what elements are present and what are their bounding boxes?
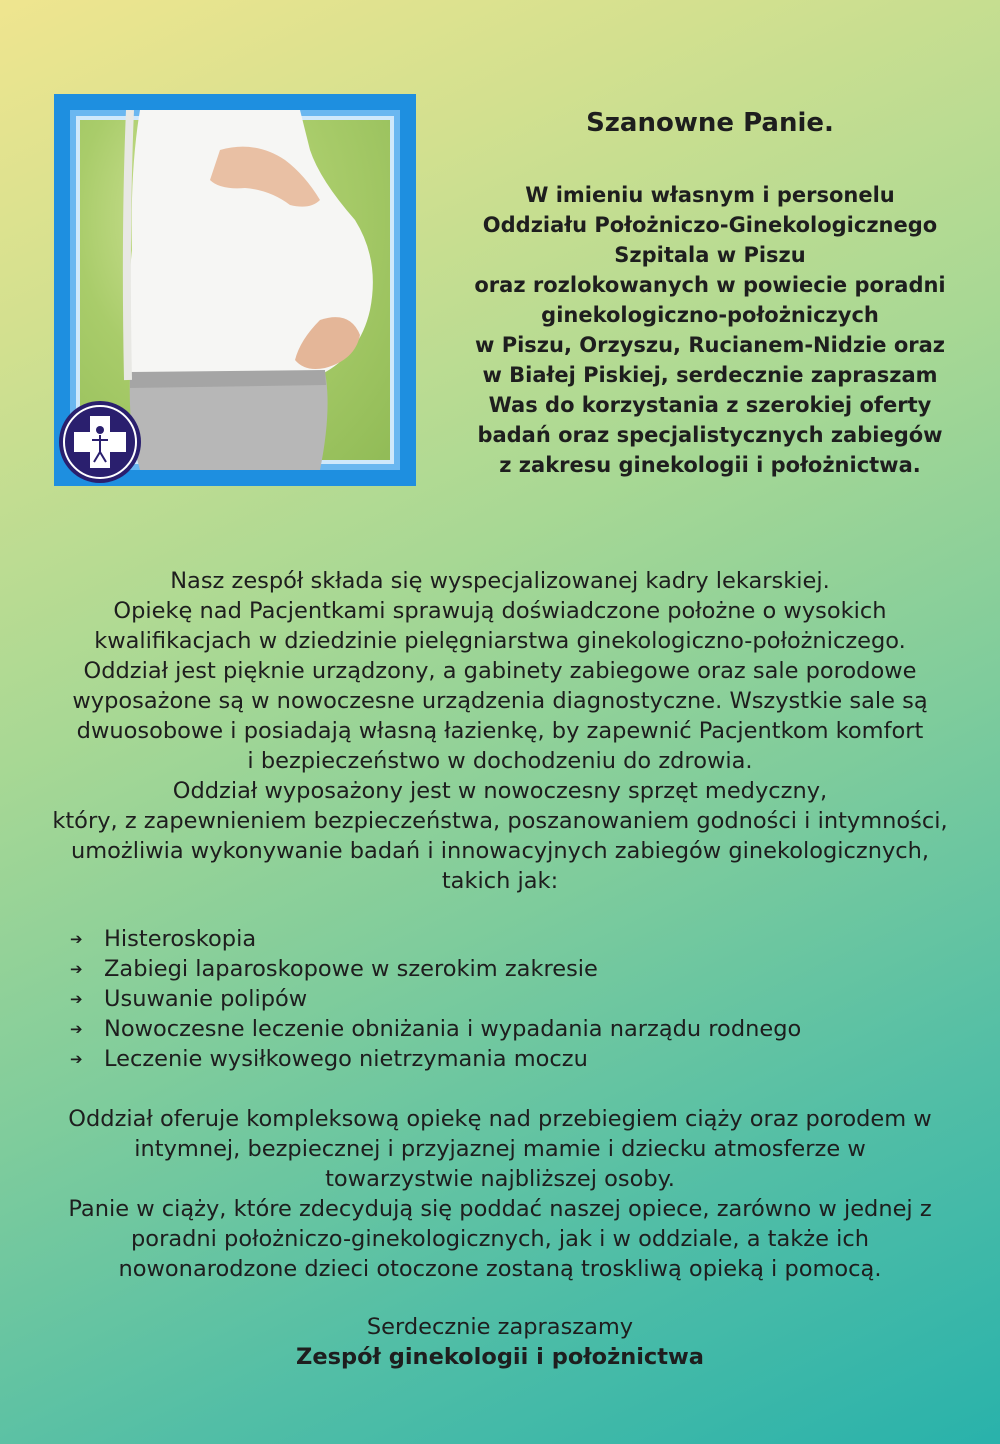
greeting-heading: Szanowne Panie. [586,108,834,138]
body-line: umożliwia wykonywanie badań i innowacyjnych zabiegów ginekologicznych, [70,838,930,864]
procedures-list [70,924,801,1074]
signature-team: Zespół ginekologii i położnictwa [296,1344,704,1370]
body-line: Oddział jest pięknie urządzony, a gabinety zabiegowe oraz sale porodowe [83,658,917,684]
list-item [70,1014,801,1044]
intro-line: z zakresu ginekologii i położnictwa. [499,453,921,477]
arrow-bullet-icon: ➔ [70,960,83,978]
intro-line: w Białej Piskiej, serdecznie zapraszam [482,363,938,387]
closing-line: towarzystwie najbliższej osoby. [325,1166,675,1192]
intro-line: badań oraz specjalistycznych zabiegów [477,423,943,447]
arrow-bullet-icon: ➔ [70,1050,83,1068]
description-paragraph [0,566,1000,896]
intro-paragraph [440,180,980,480]
procedure-label: Leczenie wysiłkowego nietrzymania moczu [104,1046,588,1072]
intro-line: ginekologiczno-położniczych [541,303,879,327]
closing-paragraph [0,1104,1000,1284]
closing-line: Panie w ciąży, które zdecydują się poddać naszej opiece, zarówno w jednej z [68,1196,932,1222]
procedure-label: Zabiegi laparoskopowe w szerokim zakresie [104,956,598,982]
procedure-label: Usuwanie polipów [104,986,308,1012]
body-line: i bezpieczeństwo w dochodzeniu do zdrowia. [247,748,753,774]
closing-line: Oddział oferuje kompleksową opiekę nad przebiegiem ciąży oraz porodem w [68,1106,932,1132]
closing-line: poradni położniczo-ginekologicznych, jak i w oddziale, a także ich [131,1226,869,1252]
list-item [70,1044,801,1074]
body-line: dwuosobowe i posiadają własną łazienkę, by zapewnić Pacjentkom komfort [76,718,924,744]
intro-line: Szpitala w Piszu [614,243,806,267]
hospital-logo-icon [58,400,142,484]
list-item [70,984,801,1014]
body-line: Opiekę nad Pacjentkami sprawują doświadczone położne o wysokich [113,598,887,624]
intro-block [440,108,980,480]
closing-line: nowonarodzone dzieci otoczone zostaną troskliwą opieką i pomocą. [118,1256,882,1282]
list-item [70,924,801,954]
signature-block [0,1312,1000,1372]
procedure-label: Nowoczesne leczenie obniżania i wypadania narządu rodnego [104,1016,802,1042]
body-line: takich jak: [441,868,559,894]
arrow-bullet-icon: ➔ [70,1020,83,1038]
intro-line: oraz rozlokowanych w powiecie poradni [474,273,946,297]
arrow-bullet-icon: ➔ [70,990,83,1008]
intro-line: W imieniu własnym i personelu [525,183,895,207]
intro-line: Was do korzystania z szerokiej oferty [488,393,932,417]
procedure-label: Histeroskopia [104,926,257,952]
arrow-bullet-icon: ➔ [70,930,83,948]
body-line: Nasz zespół składa się wyspecjalizowanej kadry lekarskiej. [170,568,830,594]
closing-line: intymnej, bezpiecznej i przyjaznej mamie i dziecku atmosferze w [134,1136,866,1162]
intro-line: w Piszu, Orzyszu, Rucianem-Nidzie oraz [474,333,946,357]
body-line: wyposażone są w nowoczesne urządzenia diagnostyczne. Wszystkie sale są [72,688,928,714]
body-line: który, z zapewnieniem bezpieczeństwa, poszanowaniem godności i intymności, [52,808,948,834]
body-line: Oddział wyposażony jest w nowoczesny sprzęt medyczny, [172,778,828,804]
intro-line: Oddziału Położniczo-Ginekologicznego [482,213,938,237]
signature-invite: Serdecznie zapraszamy [366,1314,634,1340]
list-item [70,954,801,984]
body-line: kwalifikacjach w dziedzinie pielęgniarstwa ginekologiczno-położniczego. [94,628,906,654]
